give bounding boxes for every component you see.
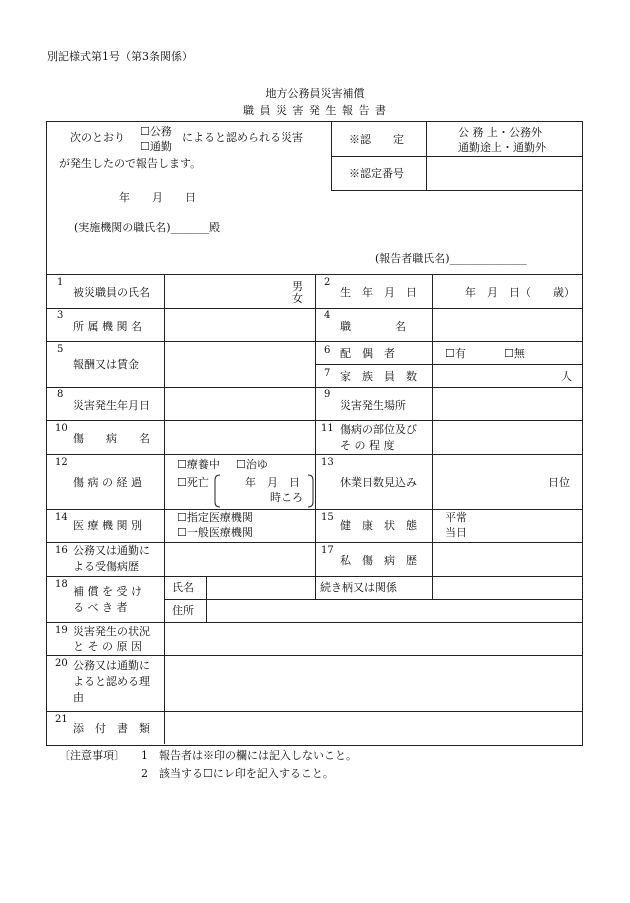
row-number: 21 <box>55 714 68 725</box>
intro-line-2: が発生したので報告します。 <box>59 157 202 170</box>
gender-male[interactable]: 男 <box>292 280 303 293</box>
row-number: 2 <box>324 277 331 288</box>
r18-sub-line <box>206 577 207 622</box>
address-field[interactable] <box>208 601 580 621</box>
victim-name-field[interactable] <box>166 276 286 307</box>
row-number: 3 <box>57 310 64 321</box>
row-number: 10 <box>55 423 68 434</box>
report-date: 年 月 日 <box>119 191 196 204</box>
label-reason-2: よると認める理 <box>73 675 150 688</box>
incident-place-field[interactable] <box>434 389 580 419</box>
row-line <box>165 599 582 600</box>
label-relation: 続き柄又は関係 <box>320 581 397 594</box>
row-number: 12 <box>55 457 68 468</box>
position-field[interactable] <box>434 310 580 340</box>
label-health-status: 健 康 状 態 <box>340 519 417 532</box>
intro-lead: 次のとおり <box>70 131 125 144</box>
gender-female[interactable]: 女 <box>292 292 303 305</box>
label-injury-progress: 傷 病 の 経 過 <box>73 476 142 489</box>
checkbox-commute[interactable]: ☐通勤 <box>140 140 172 153</box>
cert-number-field[interactable] <box>428 158 580 189</box>
title-line-1: 地方公務員災害補償 <box>265 87 365 100</box>
label-reason-3: 由 <box>73 691 84 704</box>
row-line <box>47 622 582 623</box>
injury-part-field[interactable] <box>434 422 580 453</box>
label-beneficiary-name: 氏名 <box>172 581 194 594</box>
label-col-line <box>164 275 165 744</box>
label-injury-part-2: そ の 程 度 <box>340 439 395 452</box>
row-number: 4 <box>324 310 331 321</box>
row-number: 18 <box>55 579 68 590</box>
prior-injury-field[interactable] <box>166 544 314 575</box>
agency-field[interactable] <box>166 310 314 340</box>
checkbox-cured[interactable]: ☐治ゆ <box>236 458 268 471</box>
birthdate-value[interactable]: 年 月 日（ 歳） <box>465 286 575 299</box>
label-attachments: 添 付 書 類 <box>73 722 150 735</box>
row-number: 1 <box>57 277 64 288</box>
label-spouse: 配 偶 者 <box>340 347 395 360</box>
label-salary: 報酬又は賃金 <box>73 358 139 371</box>
private-injury-field[interactable] <box>434 544 580 575</box>
row-number: 11 <box>321 423 334 434</box>
checkbox-designated-institution[interactable]: ☐指定医療機関 <box>177 511 253 524</box>
row-number: 20 <box>55 658 68 669</box>
row-number: 7 <box>324 368 331 379</box>
beneficiary-name-field[interactable] <box>208 578 314 598</box>
checkbox-spouse-no[interactable]: ☐無 <box>504 347 525 360</box>
checkbox-general-institution[interactable]: ☐一般医療機関 <box>177 526 253 539</box>
cert-number-label: ※認定番号 <box>349 167 404 180</box>
form-id: 別記様式第1号（第3条関係） <box>47 50 193 63</box>
row-number: 8 <box>57 389 64 400</box>
label-victim-name: 被災職員の氏名 <box>73 286 150 299</box>
label-medical-institution: 医 療 機 関 別 <box>73 519 142 532</box>
label-circumstances-1: 災害発生の状況 <box>73 625 150 638</box>
label-birthdate: 生 年 月 日 <box>340 286 417 299</box>
cert-value-1: 公 務 上・公務外 <box>458 126 542 139</box>
agency-name: (実施機関の職氏名)_______殿 <box>74 221 221 234</box>
row-number: 17 <box>321 545 334 556</box>
note-1: 報告者は※印の欄には記入しないこと。 <box>159 749 357 762</box>
label-injury-part-1: 傷病の部位及び <box>340 423 417 436</box>
title-line-2: 職 員 災 害 発 生 報 告 書 <box>243 104 387 117</box>
label-circumstances-2: と そ の 原 因 <box>73 640 142 653</box>
reporter-name: (報告者職氏名)______________ <box>375 252 527 265</box>
checkbox-public[interactable]: ☐公務 <box>140 125 172 138</box>
label-position: 職 名 <box>340 320 406 333</box>
reason-field[interactable] <box>166 657 580 710</box>
row-line <box>47 711 582 712</box>
family-count-unit: 人 <box>561 370 572 383</box>
label-reason-1: 公務又は通勤に <box>73 659 150 672</box>
row-number: 15 <box>321 512 334 523</box>
attachments-field[interactable] <box>166 713 580 743</box>
right-col-line <box>432 275 433 599</box>
cert-bottom-line <box>331 190 582 191</box>
mid-col-line <box>315 275 316 599</box>
label-incident-date: 災害発生年月日 <box>73 399 150 412</box>
note-2: 該当する☐にレ印を記入すること。 <box>159 767 334 780</box>
checkbox-spouse-yes[interactable]: ☐有 <box>445 347 466 360</box>
incident-date-field[interactable] <box>166 389 314 419</box>
row-number: 19 <box>55 625 68 636</box>
label-incident-place: 災害発生場所 <box>340 399 406 412</box>
cert-mid-line <box>331 156 582 157</box>
label-family-count: 家 族 員 数 <box>340 370 417 383</box>
label-agency: 所 属 機 関 名 <box>73 320 142 333</box>
row-line <box>47 655 582 656</box>
cert-label: ※認 定 <box>349 133 404 146</box>
health-that-day: 当日 <box>445 526 467 539</box>
row-number: 6 <box>324 345 331 356</box>
row-line <box>315 364 582 365</box>
leave-days-unit: 日位 <box>548 476 570 489</box>
health-normal: 平常 <box>445 511 467 524</box>
row-number: 13 <box>321 457 334 468</box>
checkbox-death[interactable]: ☐死亡 <box>177 476 209 489</box>
death-date[interactable]: 年 月 日 <box>245 476 300 489</box>
intro-follow: によると認められる災害 <box>182 131 303 144</box>
cert-value-2: 通勤途上・通勤外 <box>458 141 546 154</box>
label-prior-injury-1: 公務又は通勤に <box>73 544 150 557</box>
injury-name-field[interactable] <box>166 422 314 453</box>
row-number: 9 <box>324 389 331 400</box>
label-leave-days: 休業日数見込み <box>340 476 417 489</box>
note-number: 1 <box>141 749 148 762</box>
circumstances-field[interactable] <box>166 624 580 654</box>
label-private-injury: 私 傷 病 歴 <box>340 554 417 567</box>
note-number: 2 <box>141 767 148 780</box>
label-beneficiary-1: 補 償 を 受 け <box>73 585 142 598</box>
row-number: 14 <box>55 512 68 523</box>
death-time[interactable]: 時ころ <box>270 491 303 504</box>
label-beneficiary-2: る べ き 者 <box>73 601 128 614</box>
row-number: 16 <box>55 545 68 556</box>
checkbox-in-treatment[interactable]: ☐療養中 <box>177 458 220 471</box>
label-prior-injury-2: よる受傷病歴 <box>73 560 139 573</box>
salary-field[interactable] <box>166 343 314 386</box>
row-number: 5 <box>57 344 64 355</box>
label-address: 住所 <box>172 604 194 617</box>
relation-field[interactable] <box>434 578 580 598</box>
label-injury-name: 傷 病 名 <box>73 432 150 445</box>
notes-heading: 〔注意事項〕 <box>59 749 125 762</box>
